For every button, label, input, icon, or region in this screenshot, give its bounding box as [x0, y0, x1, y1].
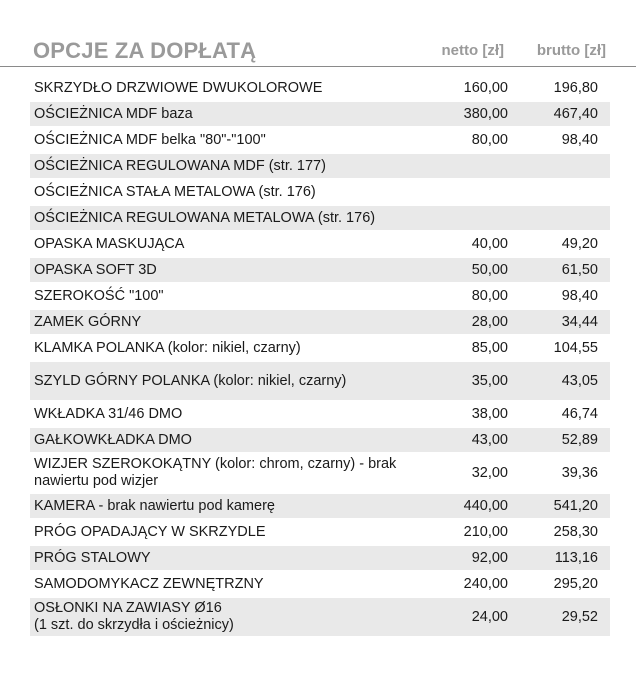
option-name: PRÓG STALOWY — [34, 549, 151, 566]
price-netto: 210,00 — [463, 524, 508, 540]
option-name: SZEROKOŚĆ "100" — [34, 287, 164, 304]
price-netto: 35,00 — [471, 373, 508, 389]
price-netto: 38,00 — [471, 406, 508, 422]
price-brutto: 98,40 — [561, 132, 598, 148]
table-row — [30, 310, 610, 334]
table-row — [30, 362, 610, 400]
price-netto: 80,00 — [471, 288, 508, 304]
column-header-brutto: brutto [zł] — [536, 42, 606, 59]
table-row — [30, 232, 610, 256]
price-brutto: 467,40 — [553, 106, 598, 122]
table-row — [30, 336, 610, 360]
option-name: SAMODOMYKACZ ZEWNĘTRZNY — [34, 575, 264, 592]
option-name: KAMERA - brak nawiertu pod kamerę — [34, 497, 275, 514]
price-netto: 440,00 — [463, 498, 508, 514]
table-row — [30, 102, 610, 126]
table-row — [30, 572, 610, 596]
price-netto: 50,00 — [471, 262, 508, 278]
option-name: GAŁKOWKŁADKA DMO — [34, 431, 192, 448]
price-netto: 80,00 — [471, 132, 508, 148]
option-name: KLAMKA POLANKA (kolor: nikiel, czarny) — [34, 339, 301, 356]
price-brutto: 29,52 — [561, 609, 598, 625]
table-row — [30, 154, 610, 178]
options-table — [30, 76, 610, 638]
price-netto: 32,00 — [471, 465, 508, 481]
table-row — [30, 520, 610, 544]
price-brutto: 46,74 — [561, 406, 598, 422]
section-title: OPCJE ZA DOPŁATĄ — [33, 38, 257, 63]
table-row — [30, 128, 610, 152]
table-row — [30, 76, 610, 100]
table-row — [30, 494, 610, 518]
price-brutto: 258,30 — [553, 524, 598, 540]
table-row — [30, 598, 610, 636]
price-netto: 24,00 — [471, 609, 508, 625]
price-brutto: 196,80 — [553, 80, 598, 96]
option-name: OŚCIEŻNICA STAŁA METALOWA (str. 176) — [34, 183, 316, 200]
price-brutto: 52,89 — [561, 432, 598, 448]
price-brutto: 113,16 — [554, 550, 598, 566]
price-netto: 380,00 — [463, 106, 508, 122]
table-row — [30, 454, 610, 492]
price-brutto: 104,55 — [553, 340, 598, 356]
option-name: ZAMEK GÓRNY — [34, 313, 142, 330]
table-row — [30, 258, 610, 282]
price-brutto: 34,44 — [561, 314, 598, 330]
column-header-netto: netto [zł] — [441, 42, 504, 59]
option-name: OŚCIEŻNICA MDF belka "80"-"100" — [34, 131, 266, 148]
option-name: OPASKA MASKUJĄCA — [34, 235, 185, 252]
price-netto: 160,00 — [463, 80, 508, 96]
price-brutto: 39,36 — [561, 465, 598, 481]
table-row — [30, 206, 610, 230]
price-netto: 40,00 — [471, 236, 508, 252]
price-netto: 85,00 — [471, 340, 508, 356]
option-name: SKRZYDŁO DRZWIOWE DWUKOLOROWE — [34, 79, 323, 96]
table-row — [30, 180, 610, 204]
price-netto: 240,00 — [463, 576, 508, 592]
price-netto: 92,00 — [471, 550, 508, 566]
table-row — [30, 284, 610, 308]
option-name: OŚCIEŻNICA REGULOWANA METALOWA (str. 176) — [34, 209, 376, 226]
option-name: SZYLD GÓRNY POLANKA (kolor: nikiel, czarny) — [34, 372, 347, 389]
price-brutto: 98,40 — [561, 288, 598, 304]
price-brutto: 61,50 — [561, 262, 598, 278]
price-netto: 43,00 — [471, 432, 508, 448]
table-row — [30, 546, 610, 570]
option-name: PRÓG OPADAJĄCY W SKRZYDLE — [34, 523, 266, 540]
price-brutto: 49,20 — [561, 236, 598, 252]
price-brutto: 541,20 — [553, 498, 598, 514]
option-name: OPASKA SOFT 3D — [34, 261, 157, 278]
option-name: WIZJER SZEROKOKĄTNY (kolor: chrom, czarny) - brak nawiertu pod wizjer — [34, 456, 397, 489]
option-name: WKŁADKA 31/46 DMO — [34, 405, 183, 422]
table-row — [30, 428, 610, 452]
table-row — [30, 402, 610, 426]
option-name: OŚCIEŻNICA MDF baza — [34, 105, 193, 122]
price-netto: 28,00 — [471, 314, 508, 330]
table-header — [0, 36, 636, 67]
price-brutto: 43,05 — [561, 373, 598, 389]
option-name: OŚCIEŻNICA REGULOWANA MDF (str. 177) — [34, 157, 326, 174]
price-brutto: 295,20 — [553, 576, 598, 592]
option-name: OSŁONKI NA ZAWIASY Ø16 (1 szt. do skrzydła i ościeżnicy) — [34, 600, 234, 633]
